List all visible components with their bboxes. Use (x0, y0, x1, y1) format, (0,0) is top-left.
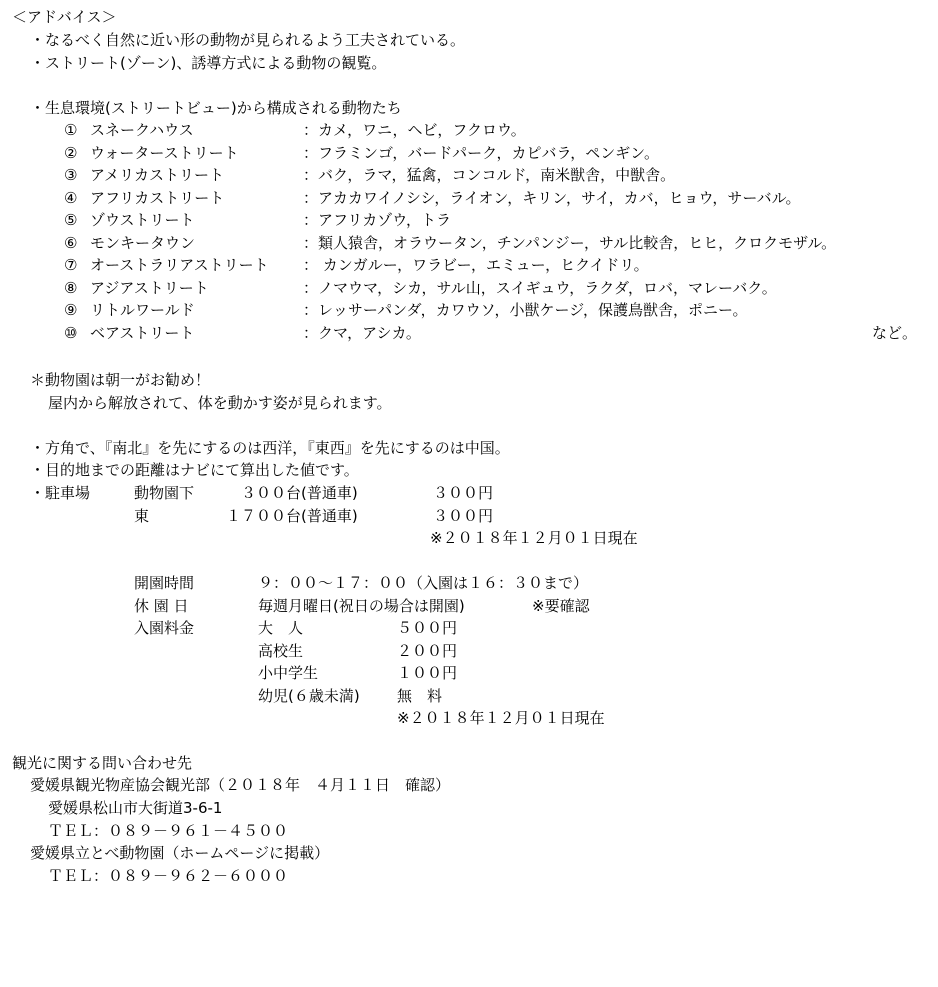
admission-price: ５００円 (397, 619, 458, 637)
parking-capacity: １７００台(普通車) (226, 507, 358, 525)
street-animals: ：バク，ラマ，猛禽，コンコルド，南米獣舎，中獣舎。 (303, 166, 676, 184)
closed-days-value: 毎週月曜日(祝日の場合は開園) (258, 597, 465, 615)
street-animals: ：ノマウマ，シカ，サル山，スイギュウ，ラクダ，ロバ，マレーバク。 (303, 279, 777, 297)
closed-days-label: 休 園 日 (134, 597, 189, 615)
morning-tip-title: ＊動物園は朝一がお勧め！ (30, 371, 211, 389)
contact-org: 愛媛県立とべ動物園（ホームページに掲載） (30, 844, 330, 862)
street-number: ③ (64, 166, 78, 184)
contact-address: 愛媛県松山市大街道3-6-1 (48, 799, 223, 817)
street-number: ② (64, 144, 78, 162)
street-number: ⑨ (64, 301, 78, 319)
admission-category: 幼児(６歳未満) (258, 687, 360, 705)
street-name: アメリカストリート (90, 166, 224, 184)
street-name: アジアストリート (90, 279, 209, 297)
contact-phone: ＴＥＬ：０８９－９６２－６０００ (48, 867, 289, 885)
street-name: モンキータウン (90, 234, 196, 252)
street-name: ベアストリート (90, 324, 195, 342)
street-animals: ：フラミンゴ，バードパーク，カピバラ，ペンギン。 (303, 144, 659, 162)
street-number: ① (64, 121, 78, 139)
advice-bullet: ・ストリート(ゾーン)、誘導方式による動物の観覧。 (30, 54, 387, 72)
admission-category: 小中学生 (258, 664, 319, 682)
street-name: ウォーターストリート (90, 144, 239, 162)
street-number: ⑩ (64, 324, 78, 342)
parking-label: ・駐車場 (30, 484, 91, 502)
admission-as-of: ※２０１８年１２月０１日現在 (397, 709, 605, 727)
street-animals: ： カンガルー，ワラビー，エミュー，ヒクイドリ。 (303, 256, 649, 274)
street-name: オーストラリアストリート (90, 256, 269, 274)
parking-fee: ３００円 (433, 507, 494, 525)
admission-price: 無 料 (397, 687, 443, 705)
admission-price: ２００円 (397, 642, 458, 660)
street-number: ⑥ (64, 234, 78, 252)
contact-heading: 観光に関する問い合わせ先 (12, 754, 193, 772)
street-name: リトルワールド (90, 301, 195, 319)
admission-category: 高校生 (258, 642, 304, 660)
street-name: スネークハウス (90, 121, 194, 139)
street-animals: ：カメ，ワニ，ヘビ，フクロウ。 (303, 121, 526, 139)
street-animals: ：レッサーパンダ，カワウソ，小獣ケージ，保護鳥獣舎，ポニー。 (303, 301, 748, 319)
street-animals: ：クマ，アシカ。 (303, 324, 421, 342)
parking-fee: ３００円 (433, 484, 494, 502)
street-animals: ：類人猿舎，オラウータン，チンパンジー，サル比較舎，ヒヒ，クロクモザル。 (303, 234, 837, 252)
streets-heading: ・生息環境(ストリートビュー)から構成される動物たち (30, 99, 402, 117)
street-name: ゾウストリート (90, 211, 195, 229)
contact-phone: ＴＥＬ：０８９－９６１－４５００ (48, 822, 289, 840)
street-name: アフリカストリート (90, 189, 225, 207)
admission-label: 入園料金 (134, 619, 195, 637)
closed-days-note: ※要確認 (532, 597, 590, 615)
street-animals: ：アフリカゾウ，トラ (303, 211, 452, 229)
morning-tip-text: 屋内から解放されて、体を動かす姿が見られます。 (48, 394, 392, 412)
advice-heading: ＜アドバイス＞ (12, 8, 117, 26)
open-hours-value: ９：００～１７：００（入園は１６：３０まで） (258, 574, 589, 592)
streets-etc: など。 (872, 324, 918, 342)
note-direction: ・方角で、『南北』を先にするのは西洋，『東西』を先にするのは中国。 (30, 439, 510, 457)
parking-capacity: ３００台(普通車) (241, 484, 358, 502)
parking-name: 動物園下 (134, 484, 195, 502)
street-animals: ：アカカワイノシシ，ライオン，キリン，サイ，カバ，ヒョウ，サーバル。 (303, 189, 801, 207)
street-number: ⑦ (64, 256, 78, 274)
open-hours-label: 開園時間 (134, 574, 195, 592)
parking-name: 東 (134, 507, 150, 525)
street-number: ⑤ (64, 211, 78, 229)
street-number: ⑧ (64, 279, 78, 297)
advice-bullet: ・なるべく自然に近い形の動物が見られるよう工夫されている。 (30, 31, 466, 49)
note-distance: ・目的地までの距離はナビにて算出した値です。 (30, 461, 359, 479)
parking-as-of: ※２０１８年１２月０１日現在 (430, 529, 638, 547)
street-number: ④ (64, 189, 78, 207)
admission-price: １００円 (397, 664, 458, 682)
admission-category: 大 人 (258, 619, 304, 637)
contact-org: 愛媛県観光物産協会観光部（２０１８年 ４月１１日 確認） (30, 776, 451, 794)
